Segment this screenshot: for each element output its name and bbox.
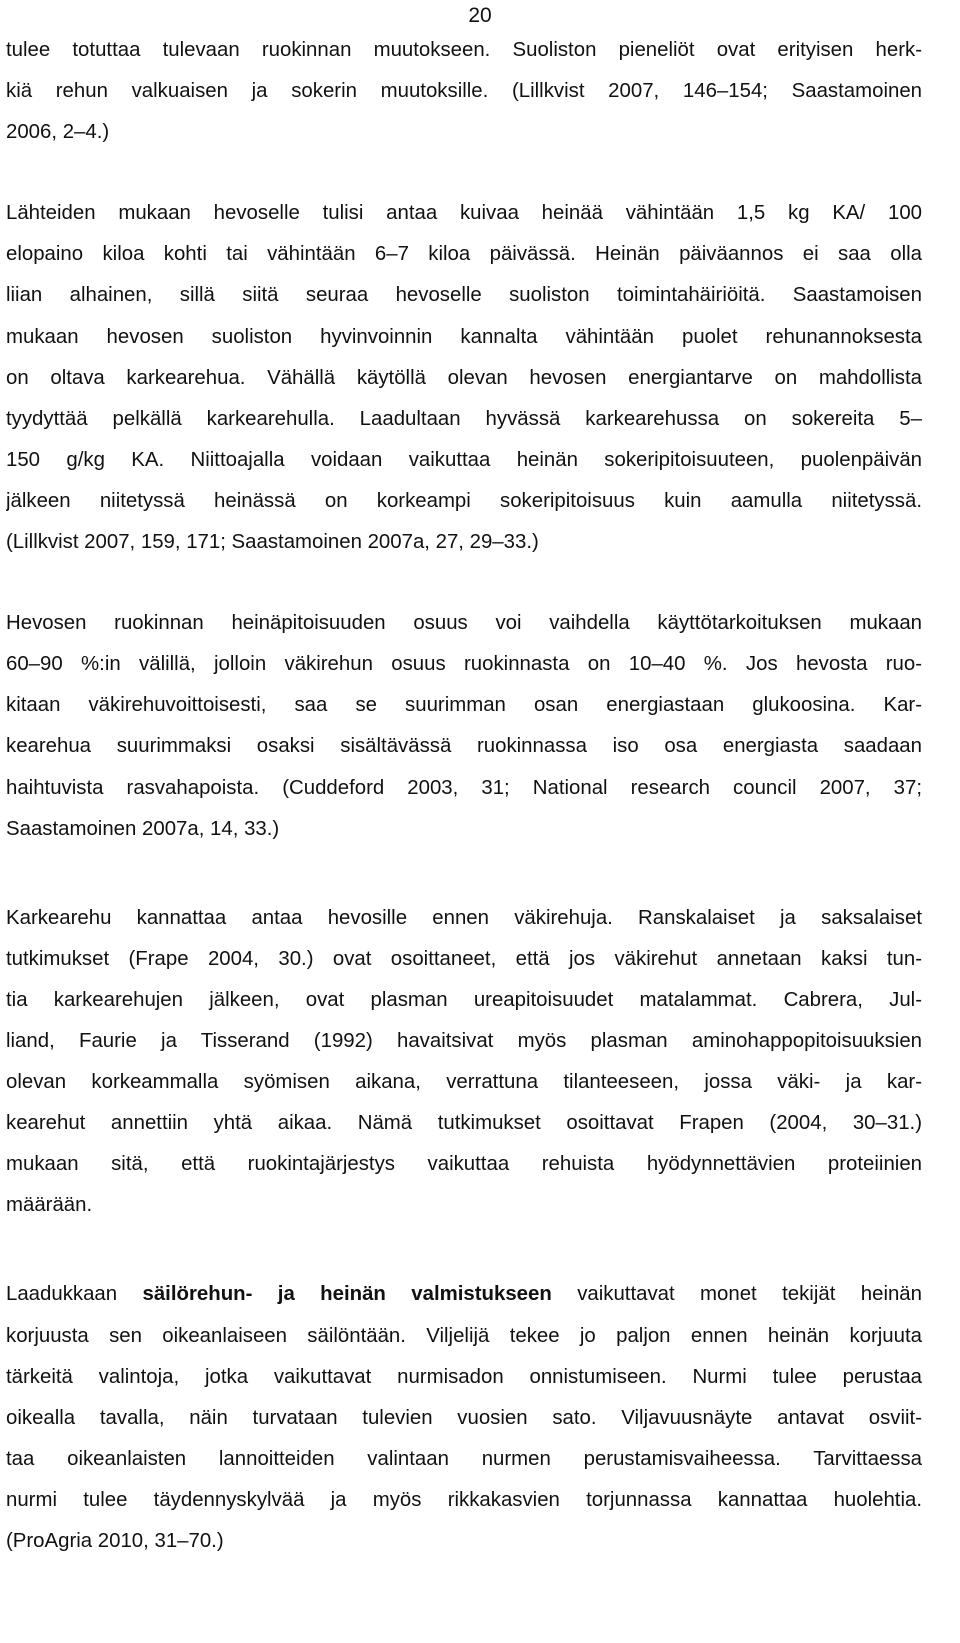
- text-line: kitaan väkirehuvoittoisesti, saa se suurimman osan energiastaan glukoosina. Kar-: [6, 694, 922, 717]
- text-run: Laadukkaan: [6, 1283, 143, 1306]
- text-line: Saastamoinen 2007a, 14, 33.): [6, 817, 280, 840]
- text-line: on oltava karkearehua. Vähällä käytöllä olevan hevosen energiantarve on mahdollista: [6, 366, 922, 389]
- text-line: elopaino kiloa kohti tai vähintään 6–7 kiloa päivässä. Heinän päiväannos ei saa olla: [6, 243, 922, 266]
- paragraph-gap: [6, 1226, 922, 1274]
- text-line: Hevosen ruokinnan heinäpitoisuuden osuus voi vaihdella käyttötarkoituksen mukaan: [6, 612, 922, 635]
- bold-term: säilörehun- ja heinän valmistukseen: [142, 1283, 552, 1306]
- text-line: olevan korkeammalla syömisen aikana, verrattuna tilanteeseen, jossa väki- ja kar-: [6, 1071, 922, 1094]
- text-line: liand, Faurie ja Tisserand (1992) havaitsivat myös plasman aminohappopitoisuuksien: [6, 1029, 922, 1052]
- text-line: kearehua suurimmaksi osaksi sisältävässä ruokinnassa iso osa energiasta saadaan: [6, 735, 922, 758]
- text-line: taa oikeanlaisten lannoitteiden valintaan nurmen perustamisvaiheessa. Tarvittaessa: [6, 1447, 922, 1470]
- text-line: kearehut annettiin yhtä aikaa. Nämä tutkimukset osoittavat Frapen (2004, 30–31.): [6, 1112, 922, 1135]
- text-line: 60–90 %:in välillä, jolloin väkirehun osuus ruokinnasta on 10–40 %. Jos hevosta ruo-: [6, 653, 922, 676]
- text-line: oikealla tavalla, näin turvataan tulevien vuosien sato. Viljavuusnäyte antavat osviit-: [6, 1406, 922, 1429]
- paragraph-2: [6, 193, 922, 563]
- paragraph-5: [6, 1274, 922, 1562]
- text-line: korjuusta sen oikeanlaiseen säilöntään. Viljelijä tekee jo paljon ennen heinän korjuuta: [6, 1324, 922, 1347]
- text-line: tärkeitä valintoja, jotka vaikuttavat nurmisadon onnistumiseen. Nurmi tulee perustaa: [6, 1365, 922, 1388]
- text-line: määrään.: [6, 1194, 93, 1217]
- page-number: 20: [468, 4, 492, 27]
- text-line: tyydyttää pelkällä karkearehulla. Laadultaan hyvässä karkearehussa on sokereita 5–: [6, 407, 922, 430]
- text-line: (Lillkvist 2007, 159, 171; Saastamoinen 2007a, 27, 29–33.): [6, 531, 539, 554]
- text-line: Karkearehu kannattaa antaa hevosille ennen väkirehuja. Ranskalaiset ja saksalaiset: [6, 906, 922, 929]
- text-line: jälkeen niitetyssä heinässä on korkeampi sokeripitoisuus kuin aamulla niitetyssä.: [6, 489, 922, 512]
- paragraph-1: [6, 30, 922, 153]
- text-run: vaikuttavat monet tekijät heinän: [551, 1283, 922, 1306]
- document-body: [0, 30, 960, 1562]
- paragraph-gap: [6, 563, 922, 603]
- text-line: nurmi tulee täydennyskylvää ja myös rikkakasvien torjunnassa kannattaa huolehtia.: [6, 1488, 922, 1511]
- text-line: 150 g/kg KA. Niittoajalla voidaan vaikuttaa heinän sokeripitoisuuteen, puolenpäivän: [6, 448, 922, 471]
- paragraph-4: [6, 898, 922, 1227]
- text-line: mukaan sitä, että ruokintajärjestys vaikuttaa rehuista hyödynnettävien proteiinien: [6, 1153, 922, 1176]
- paragraph-gap: [6, 153, 922, 193]
- paragraph-gap: [6, 850, 922, 898]
- text-line: tulee totuttaa tulevaan ruokinnan muutokseen. Suoliston pieneliöt ovat erityisen herk-: [6, 39, 922, 61]
- paragraph-3: [6, 603, 922, 850]
- text-line: [6, 1274, 922, 1315]
- text-line: Lähteiden mukaan hevoselle tulisi antaa kuivaa heinää vähintään 1,5 kg KA/ 100: [6, 202, 922, 225]
- text-line: 2006, 2–4.): [6, 121, 110, 144]
- text-line: kiä rehun valkuaisen ja sokerin muutoksille. (Lillkvist 2007, 146–154; Saastamoinen: [6, 80, 922, 103]
- text-line: (ProAgria 2010, 31–70.): [6, 1530, 224, 1552]
- text-line: mukaan hevosen suoliston hyvinvoinnin kannalta vähintään puolet rehunannoksesta: [6, 325, 922, 348]
- text-line: tutkimukset (Frape 2004, 30.) ovat osoittaneet, että jos väkirehut annetaan kaksi tun-: [6, 947, 922, 970]
- text-line: liian alhainen, sillä siitä seuraa hevoselle suoliston toimintahäiriöitä. Saastamoisen: [6, 284, 922, 307]
- text-line: haihtuvista rasvahapoista. (Cuddeford 2003, 31; National research council 2007, 37;: [6, 776, 922, 799]
- text-line: tia karkearehujen jälkeen, ovat plasman ureapitoisuudet matalammat. Cabrera, Jul-: [6, 988, 922, 1011]
